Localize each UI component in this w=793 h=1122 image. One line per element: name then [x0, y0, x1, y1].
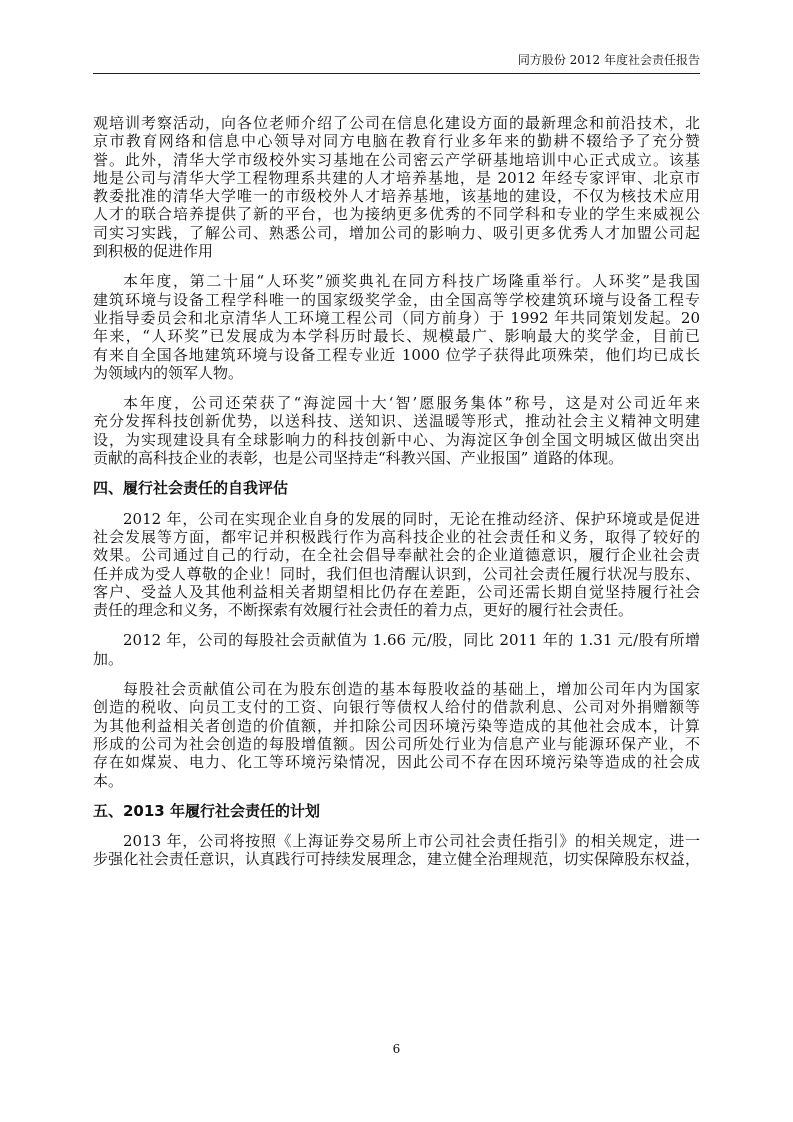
text-line: 加。 — [93, 649, 124, 668]
paragraph — [93, 631, 700, 668]
document-body — [93, 114, 700, 869]
running-header: 同方股份 2012 年度社会责任报告 — [517, 53, 700, 67]
text-line: 2012 年，公司在实现企业自身的发展的同时，无论在推动经济、保护环境或是促进 — [123, 509, 700, 528]
text-line: 为其他利益相关者创造的价值额，并扣除公司因环境污染等造成的其他社会成本，计算 — [93, 716, 700, 735]
text-line: 2013 年，公司将按照《上海证券交易所上市公司社会责任指引》的相关规定，进一 — [123, 832, 700, 851]
text-line: 年来，“人环奖”已发展成为本学科历时最长、规模最广、影响最大的奖学金，目前已 — [93, 327, 700, 346]
text-line: 客户、受益人及其他利益相关者期望相比仍存在差距，公司还需长期自觉坚持履行社会 — [93, 582, 700, 601]
text-line: 司实习实践，了解公司、熟悉公司，增加公司的影响力、吸引更多优秀人才加盟公司起 — [93, 223, 700, 242]
text-line: 人才的联合培养提供了新的平台，也为接纳更多优秀的不同学科和专业的学生来威视公 — [93, 205, 700, 224]
text-line: 建筑环境与设备工程学科唯一的国家级奖学金，由全国高等学校建筑环境与设备工程专 — [93, 290, 700, 309]
text-line: 誉。此外，清华大学市级校外实习基地在公司密云产学研基地培训中心正式成立。该基 — [93, 150, 700, 169]
text-line: 本。 — [93, 771, 124, 790]
text-line: 步强化社会责任意识，认真践行可持续发展理念，建立健全治理规范，切实保障股东权益， — [93, 850, 700, 869]
paragraph — [93, 832, 700, 869]
section-heading: 五、2013 年履行社会责任的计划 — [93, 801, 320, 820]
text-line: 任并成为受人尊敬的企业！同时，我们但也清醒认识到，公司社会责任履行状况与股东、 — [93, 564, 700, 583]
text-line: 社会发展等方面，都牢记并积极践行作为高科技企业的社会责任和义务，取得了较好的 — [93, 527, 700, 546]
header-rule — [93, 73, 700, 74]
page-number: 6 — [392, 1042, 401, 1056]
text-line: 充分发挥科技创新优势，以送科技、送知识、送温暖等形式，推动社会主义精神文明建 — [93, 412, 700, 431]
text-line: 存在如煤炭、电力、化工等环境污染情况，因此公司不存在因环境污染等造成的社会成 — [93, 753, 700, 772]
text-line: 2012 年，公司的每股社会贡献值为 1.66 元/股，同比 2011 年的 1.31 元/股有所增 — [123, 631, 700, 650]
text-line: 贡献的高科技企业的表彰，也是公司坚持走“科教兴国、产业报国” 道路的体现。 — [93, 449, 624, 468]
paragraph — [93, 272, 700, 382]
paragraph — [93, 510, 700, 620]
text-line: 观培训考察活动，向各位老师介绍了公司在信息化建设方面的最新理念和前沿技术，北 — [93, 114, 700, 132]
text-line: 有来自全国各地建筑环境与设备工程专业近 1000 位学子获得此项殊荣，他们均已成长 — [93, 345, 700, 364]
text-line: 形成的公司为社会创造的每股增值额。因公司所处行业为信息产业与能源环保产业，不 — [93, 734, 700, 753]
text-line: 为领域内的领军人物。 — [93, 363, 244, 382]
text-line: 京市教育网络和信息中心领导对同方电脑在教育行业多年来的勤耕不辍给予了充分赞 — [93, 132, 700, 151]
text-line: 本年度，公司还荣获了“海淀园十大‘智’愿服务集体”称号，这是对公司近年来 — [123, 394, 700, 413]
paragraph — [93, 114, 700, 260]
section-heading: 四、履行社会责任的自我评估 — [93, 479, 289, 498]
text-line: 地是公司与清华大学工程物理系共建的人才培养基地，是 2012 年经专家评审、北京市 — [93, 168, 700, 187]
text-line: 创造的税收、向员工支付的工资、向银行等债权人给付的借款利息、公司对外捐赠额等 — [93, 698, 700, 717]
text-line: 到积极的促进作用 — [93, 242, 214, 261]
text-line: 责任的理念和义务，不断探索有效履行社会责任的着力点，更好的履行社会责任。 — [93, 601, 634, 620]
text-line: 本年度，第二十届“人环奖”颁奖典礼在同方科技广场隆重举行。人环奖”是我国 — [123, 272, 700, 291]
paragraph — [93, 680, 700, 790]
text-line: 每股社会贡献值公司在为股东创造的基本每股收益的基础上，增加公司年内为国家 — [123, 680, 700, 699]
text-line: 设，为实现建设具有全球影响力的科技创新中心、为海淀区争创全国文明城区做出突出 — [93, 430, 700, 449]
text-line: 效果。公司通过自己的行动，在全社会倡导奉献社会的企业道德意识，履行企业社会责 — [93, 546, 700, 565]
text-line: 教委批准的清华大学唯一的市级校外人才培养基地，该基地的建设，不仅为核技术应用 — [93, 187, 700, 206]
text-line: 业指导委员会和北京清华人工环境工程公司（同方前身）于 1992 年共同策划发起。20 — [93, 308, 700, 327]
paragraph — [93, 394, 700, 467]
